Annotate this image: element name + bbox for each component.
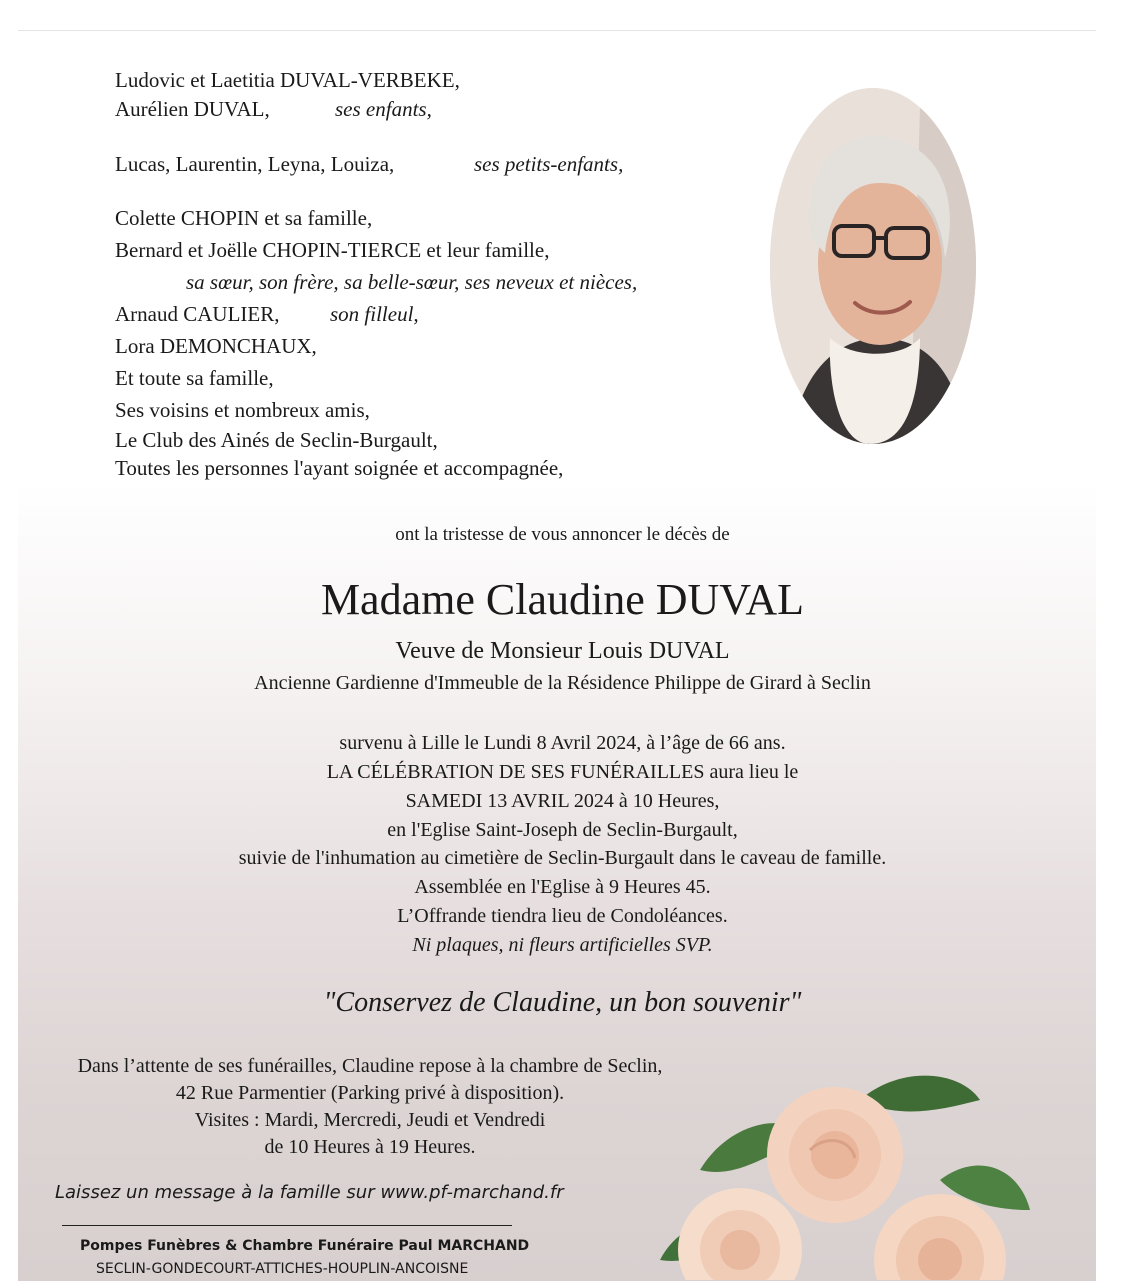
grandchildren-role: ses petits-enfants,: [474, 152, 624, 176]
children-line-1: Ludovic et Laetitia DUVAL-VERBEKE,: [115, 68, 460, 92]
detail-line-6: Assemblée en l'Eglise à 9 Heures 45.: [414, 876, 711, 898]
grandchildren-line: Lucas, Laurentin, Leyna, Louiza,: [115, 152, 395, 176]
other-line-3: Ses voisins et nombreux amis,: [115, 398, 370, 422]
portrait-illustration: [770, 88, 976, 444]
website-message: Laissez un message à la famille sur www.pf-marchand.fr: [55, 1182, 564, 1203]
detail-line-1: survenu à Lille le Lundi 8 Avril 2024, à l’âge de 66 ans.: [339, 732, 786, 754]
other-line-2: Et toute sa famille,: [115, 366, 274, 390]
sibling-line-1: Colette CHOPIN et sa famille,: [115, 206, 373, 230]
sibling-line-2: Bernard et Joëlle CHOPIN-TIERCE et leur famille,: [115, 238, 550, 262]
other-line-5: Toutes les personnes l'ayant soignée et accompagnée,: [115, 456, 564, 480]
portrait-photo: [770, 88, 976, 444]
funeral-company: Pompes Funèbres & Chambre Funéraire Paul MARCHAND: [80, 1238, 530, 1254]
visit-line-2: 42 Rue Parmentier (Parking privé à disposition).: [175, 1082, 565, 1104]
detail-line-5: suivie de l'inhumation au cimetière de Seclin-Burgault dans le caveau de famille.: [238, 847, 887, 869]
siblings-role: sa sœur, son frère, sa belle-sœur, ses neveux et nièces,: [186, 270, 638, 294]
detail-line-4: en l'Eglise Saint-Joseph de Seclin-Burgault,: [387, 819, 738, 841]
visit-block: [40, 1053, 700, 1161]
funeral-towns: SECLIN-GONDECOURT-ATTICHES-HOUPLIN-ANCOISNE: [96, 1261, 469, 1277]
footer-divider: [62, 1225, 512, 1226]
detail-line-7: L’Offrande tiendra lieu de Condoléances.: [397, 905, 728, 927]
godson-role: son filleul,: [330, 302, 419, 326]
other-line-1: Lora DEMONCHAUX,: [115, 334, 317, 358]
other-line-4: Le Club des Ainés de Seclin-Burgault,: [115, 428, 438, 452]
detail-line-2: LA CÉLÉBRATION DE SES FUNÉRAILLES aura lieu le: [326, 761, 799, 783]
occupation-line: Ancienne Gardienne d'Immeuble de la Résidence Philippe de Girard à Seclin: [254, 672, 871, 694]
detail-line-3: SAMEDI 13 AVRIL 2024 à 10 Heures,: [405, 790, 720, 812]
deceased-name: Madame Claudine DUVAL: [320, 575, 805, 624]
visit-line-3: Visites : Mardi, Mercredi, Jeudi et Vendredi: [194, 1109, 546, 1131]
children-line-2: Aurélien DUVAL,: [115, 97, 270, 121]
children-role: ses enfants,: [335, 97, 432, 121]
godson-line: Arnaud CAULIER,: [115, 302, 280, 326]
quote: "Conservez de Claudine, un bon souvenir": [323, 987, 802, 1018]
announcement-intro: ont la tristesse de vous annoncer le décès de: [395, 524, 730, 545]
visit-line-4: de 10 Heures à 19 Heures.: [264, 1136, 476, 1158]
visit-line-1: Dans l’attente de ses funérailles, Claudine repose à la chambre de Seclin,: [77, 1055, 663, 1077]
detail-line-8: Ni plaques, ni fleurs artificielles SVP.: [412, 934, 713, 956]
widow-line: Veuve de Monsieur Louis DUVAL: [395, 638, 730, 664]
roses-decoration: [640, 1060, 1040, 1280]
